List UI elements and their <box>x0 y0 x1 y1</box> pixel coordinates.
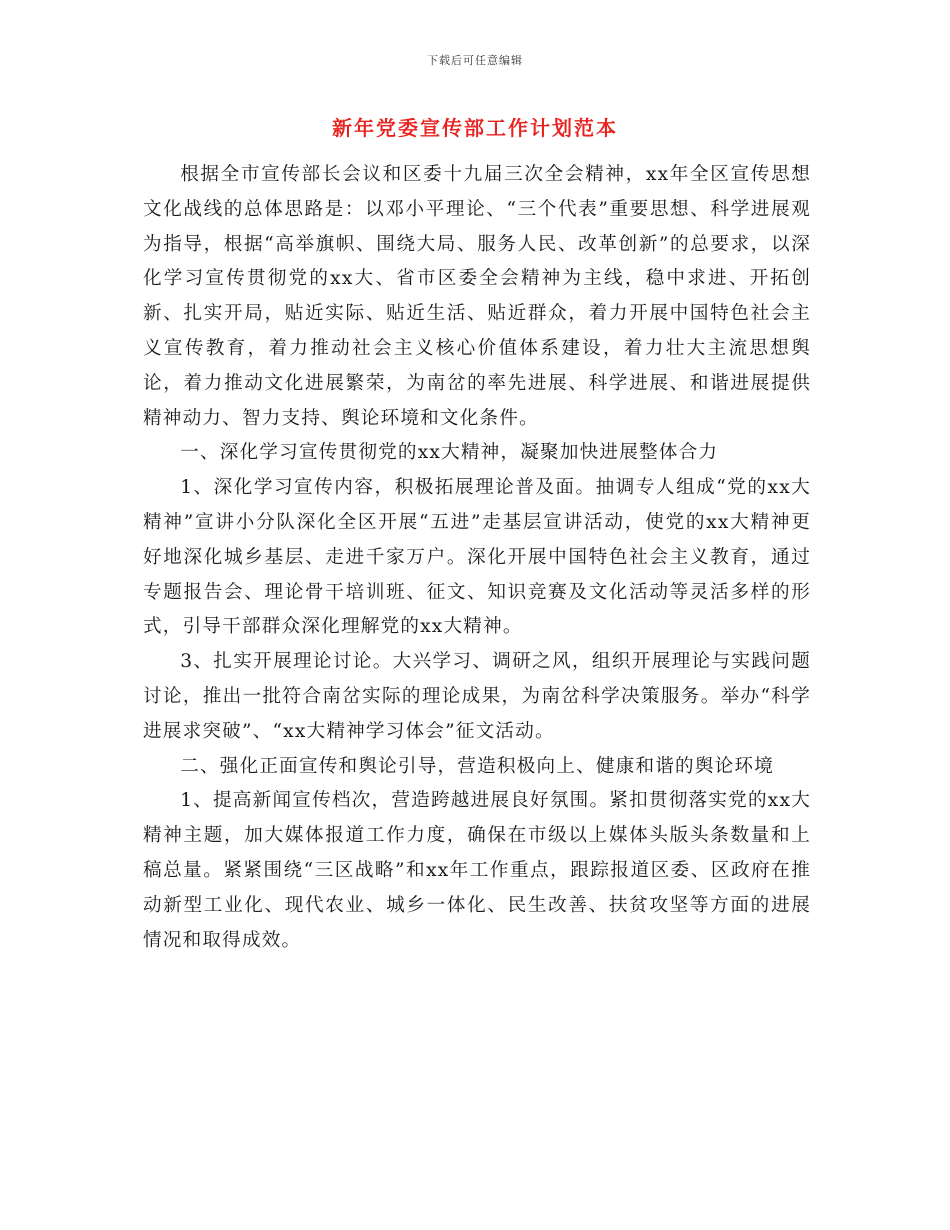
document-body <box>143 158 811 958</box>
paragraph-section-1-item-3: 3、扎实开展理论讨论。大兴学习、调研之风，组织开展理论与实践问题讨论，推出一批符合南岔实际的理论成果，为南岔科学决策服务。举办“科学进展求突破”、“xx大精神学习体会”征文活动。 <box>143 651 811 742</box>
paragraph-section-2-heading: 二、强化正面宣传和舆论引导，营造积极向上、健康和谐的舆论环境 <box>180 755 775 777</box>
paragraph-section-1-heading: 一、深化学习宣传贯彻党的xx大精神，凝聚加快进展整体合力 <box>180 442 719 464</box>
document-title: 新年党委宣传部工作计划范本 <box>332 116 618 140</box>
paragraph-intro: 根据全市宣传部长会议和区委十九届三次全会精神，xx年全区宣传思想文化战线的总体思路是：以邓小平理论、“三个代表”重要思想、科学进展观为指导，根据“高举旗帜、围绕大局、服务人民、改革创新”的总要求，以深化学习宣传贯彻党的xx大、省市区委全会精神为主线，稳中求进、开拓创新、扎实开局，贴近实际、贴近生活、贴近群众，着力开展中国特色社会主义宣传教育，着力推动社会主义核心价值体系建设，着力壮大主流思想舆论，着力推动文化进展繁荣，为南岔的率先进展、科学进展、和谐进展提供精神动力、智力支持、舆论环境和文化条件。 <box>143 164 811 429</box>
paragraph-section-2-item-1: 1、提高新闻宣传档次，营造跨越进展良好氛围。紧扣贯彻落实党的xx大精神主题，加大媒体报道工作力度，确保在市级以上媒体头版头条数量和上稿总量。紧紧围绕“三区战略”和xx年工作重点，跟踪报道区委、区政府在推动新型工业化、现代农业、城乡一体化、民生改善、扶贫攻坚等方面的进展情况和取得成效。 <box>143 790 811 951</box>
header-note: 下载后可任意编辑 <box>427 54 523 67</box>
paragraph-section-1-item-1: 1、深化学习宣传内容，积极拓展理论普及面。抽调专人组成“党的xx大精神”宣讲小分队深化全区开展“五进”走基层宣讲活动，使党的xx大精神更好地深化城乡基层、走进千家万户。深化开展中国特色社会主义教育，通过专题报告会、理论骨干培训班、征文、知识竞赛及文化活动等灵活多样的形式，引导干部群众深化理解党的xx大精神。 <box>143 477 811 638</box>
